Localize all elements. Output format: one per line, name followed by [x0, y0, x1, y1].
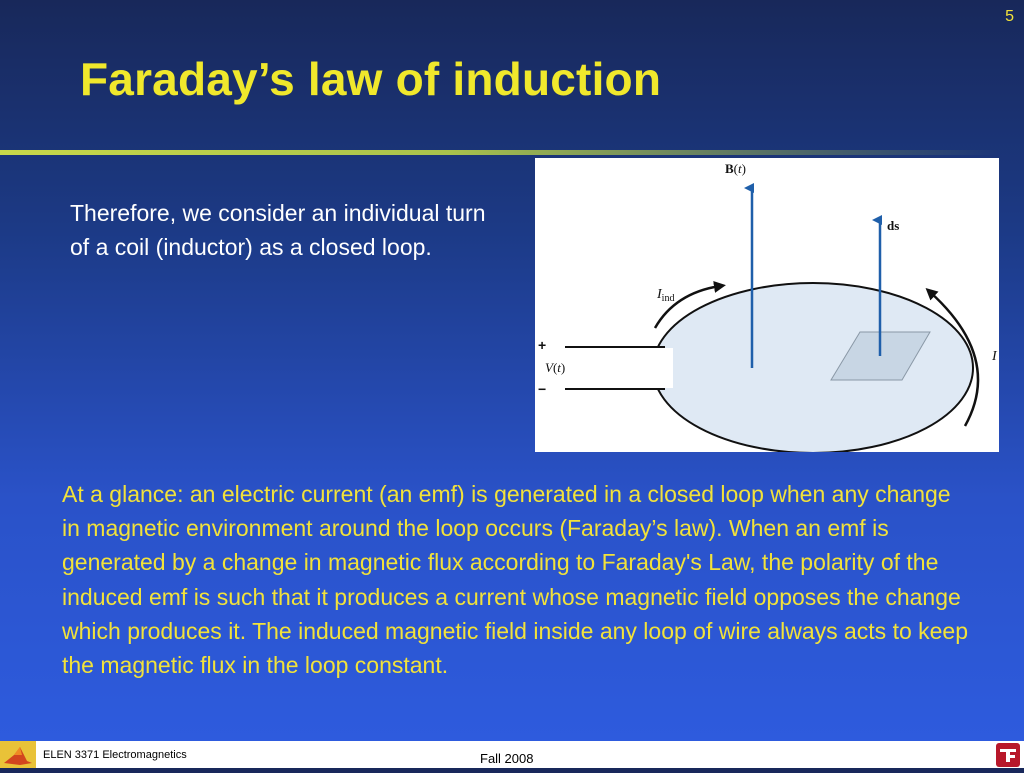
label-plus: + — [538, 337, 547, 353]
loop-diagram — [535, 158, 999, 452]
label-current: I — [992, 349, 997, 364]
page-number: 5 — [1005, 8, 1014, 25]
label-b-field: B(t) — [725, 161, 746, 176]
slide-title: Faraday’s law of induction — [80, 53, 662, 105]
explanation-text: At a glance: an electric current (an emf) is generated in a closed loop when any change in magnetic environment around the loop occurs (Faraday’s law). When an emf is generated by a change in magnetic flux according to Faraday's Law, the polarity of the induced emf is such that it produces a current whose magnetic field opposes the change which produces it. The induced magnetic field inside any loop of wire always acts to keep the magnetic flux in the loop constant. — [62, 481, 969, 679]
footer-course: ELEN 3371 Electromagnetics — [43, 749, 187, 761]
title-underline — [0, 150, 1000, 155]
intro-text: Therefore, we consider an individual turn of a coil (inductor) as a closed loop. — [70, 200, 486, 260]
label-minus: − — [538, 381, 547, 397]
label-i-ind: $I_{ind}$ — [657, 287, 675, 304]
university-logo-icon — [996, 743, 1020, 767]
footer-term: Fall 2008 — [480, 751, 534, 766]
label-voltage: V(t) — [545, 360, 566, 375]
closed-loop — [653, 283, 973, 452]
matlab-logo-icon — [0, 741, 36, 768]
label-ds: ds — [887, 218, 900, 233]
